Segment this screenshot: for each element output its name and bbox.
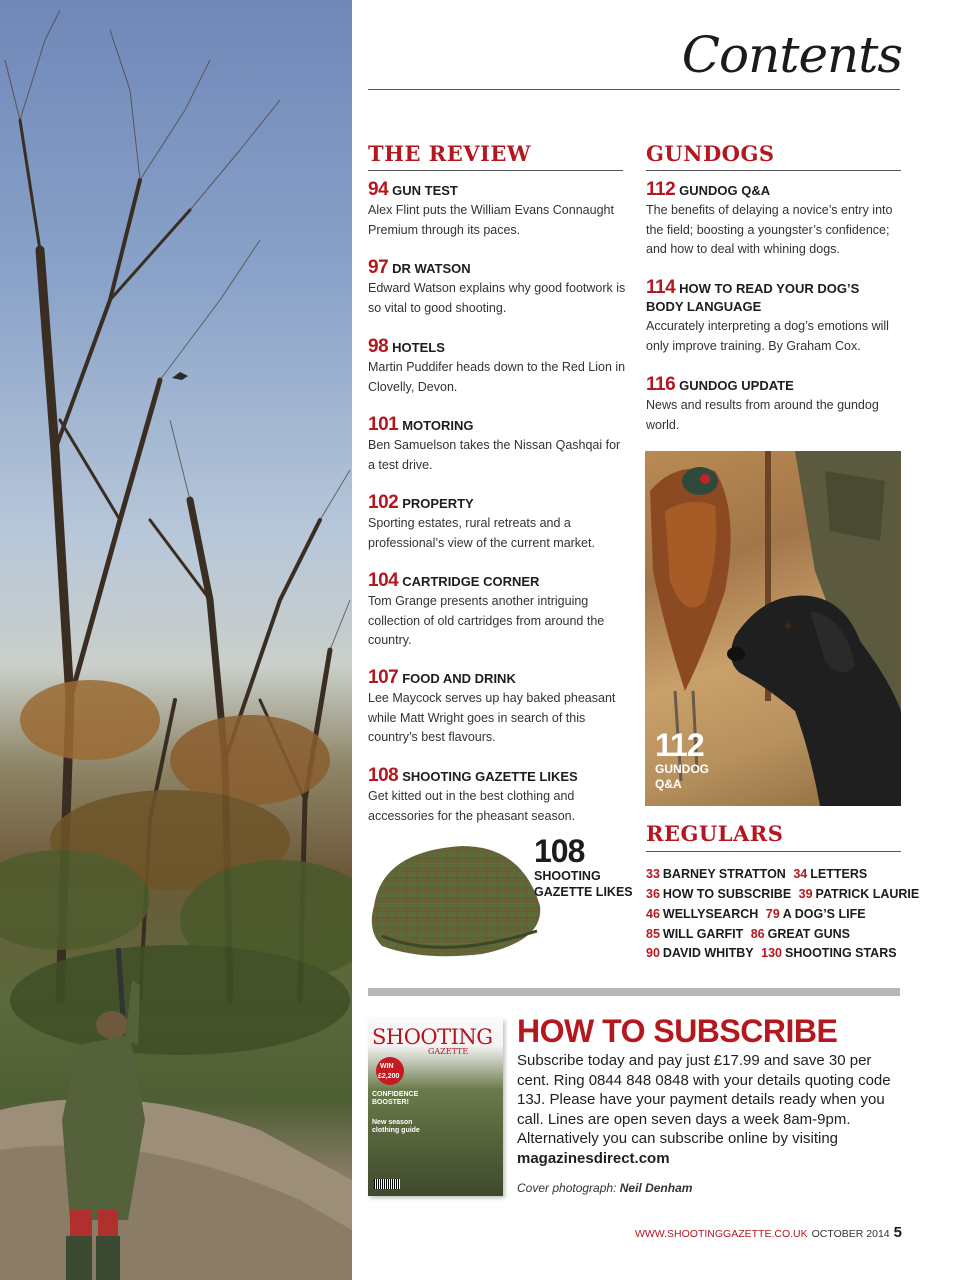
section-divider-bar — [368, 988, 900, 996]
subscribe-body — [517, 1051, 902, 1168]
page-number: 108 — [368, 765, 399, 786]
gundogs-heading: GUNDOGS — [646, 141, 775, 166]
page-number: 101 — [368, 414, 399, 435]
footer-issue: OCTOBER 2014 — [811, 1228, 890, 1240]
regular-item[interactable] — [766, 907, 866, 921]
subscribe-link[interactable]: magazinesdirect.com — [517, 1149, 670, 1167]
review-heading: THE REVIEW — [368, 141, 531, 166]
gundogs-divider — [646, 170, 901, 171]
regular-item[interactable] — [751, 927, 850, 941]
page-number: 90 — [646, 946, 660, 960]
entry-description: The benefits of delaying a novice’s entry into the field; boosting a youngster’s confidence; and how to deal with whining dogs. — [646, 203, 893, 256]
entry-description: Edward Watson explains why good footwork is so vital to good shooting. — [368, 281, 626, 315]
entry-title: DR WATSON — [392, 261, 471, 276]
regular-item[interactable] — [646, 867, 786, 881]
cap-caption-line1: SHOOTING — [534, 869, 601, 883]
hero-photo-illustration — [0, 0, 352, 1280]
gundogs-entry-body-language[interactable] — [646, 279, 902, 356]
review-entry-motoring[interactable] — [368, 416, 630, 475]
regular-item[interactable] — [761, 946, 896, 960]
regular-item[interactable] — [793, 867, 867, 881]
entry-title: GUNDOG Q&A — [679, 183, 771, 198]
page-number: 86 — [750, 927, 765, 941]
cap-caption — [534, 834, 633, 900]
review-entry-gun-test[interactable] — [368, 181, 630, 240]
cover-win-text: WIN — [380, 1063, 394, 1070]
regulars-row — [646, 887, 919, 901]
gundogs-entry-qa[interactable] — [646, 181, 902, 260]
cover-win-amount: £2,200 — [378, 1073, 400, 1080]
review-divider — [368, 170, 623, 171]
page-number: 112 — [646, 179, 676, 200]
page-number: 102 — [368, 492, 399, 513]
dog-page-number: 112 — [655, 727, 704, 763]
magazine-cover[interactable] — [368, 1019, 503, 1196]
page-number: 33 — [646, 867, 660, 881]
subscribe-text: Subscribe today and pay just £17.99 and save 30 per cent. Ring 0844 848 0848 with your details quoting code 13J. Please have your payment details ready when you call. Lines are open seven days a week 8am-9pm. Alternatively you can subscribe online by visiting — [517, 1052, 891, 1147]
page-number: 94 — [368, 179, 389, 200]
hero-photo-shooter — [0, 0, 352, 1280]
entry-title: HOW TO READ YOUR DOG’S — [679, 281, 860, 296]
review-entry-cartridge-corner[interactable] — [368, 572, 630, 651]
page-number: 85 — [646, 927, 660, 941]
entry-title: GUNDOG UPDATE — [679, 378, 794, 393]
page-footer — [635, 1224, 902, 1241]
gundogs-entry-update[interactable] — [646, 376, 902, 435]
review-entry-hotels[interactable] — [368, 338, 630, 397]
page-number: 36 — [646, 887, 660, 901]
entry-title: GUN TEST — [392, 183, 458, 198]
regulars-row — [646, 946, 897, 960]
entry-title: SHOOTING GAZETTE LIKES — [402, 769, 578, 784]
regular-title: A DOG’S LIFE — [782, 907, 866, 921]
regulars-heading: REGULARS — [646, 821, 784, 846]
regulars-row — [646, 867, 867, 881]
regular-title: DAVID WHITBY — [662, 946, 754, 960]
regular-title: WELLYSEARCH — [662, 907, 759, 921]
regular-item[interactable] — [646, 887, 791, 901]
credit-label: Cover photograph: — [517, 1181, 617, 1195]
entry-description: Sporting estates, rural retreats and a professional’s view of the current market. — [368, 516, 595, 550]
regular-title: SHOOTING STARS — [785, 946, 897, 960]
page-number: 114 — [646, 277, 676, 298]
entry-description: News and results from around the gundog world. — [646, 398, 879, 432]
entry-title: CARTRIDGE CORNER — [402, 574, 540, 589]
entry-description: Martin Puddifer heads down to the Red Lion in Clovelly, Devon. — [368, 360, 626, 394]
footer-page-number: 5 — [893, 1224, 902, 1241]
entry-title: PROPERTY — [402, 496, 474, 511]
regular-item[interactable] — [646, 907, 758, 921]
page-number: 116 — [646, 374, 676, 395]
regular-title: PATRICK LAURIE — [815, 887, 920, 901]
entry-title: FOOD AND DRINK — [402, 671, 516, 686]
credit-name: Neil Denham — [619, 1181, 693, 1195]
review-entry-food-and-drink[interactable] — [368, 669, 630, 748]
contents-title: Contents — [681, 26, 902, 84]
entry-title: MOTORING — [402, 418, 474, 433]
entry-title-line2: BODY LANGUAGE — [646, 299, 762, 314]
entry-description: Alex Flint puts the William Evans Connaught Premium through its paces. — [368, 203, 614, 237]
regular-title: WILL GARFIT — [662, 927, 744, 941]
regulars-row — [646, 927, 850, 941]
header-divider — [368, 89, 900, 90]
regulars-row — [646, 907, 866, 921]
page-number: 79 — [765, 907, 780, 921]
regular-item[interactable] — [646, 946, 754, 960]
flat-cap-photo — [362, 836, 548, 966]
entry-description: Get kitted out in the best clothing and accessories for the pheasant season. — [368, 789, 576, 823]
cover-headline-2: BOOSTER! — [372, 1099, 409, 1106]
regular-title: HOW TO SUBSCRIBE — [662, 887, 792, 901]
subscribe-heading: HOW TO SUBSCRIBE — [517, 1013, 838, 1049]
review-entry-dr-watson[interactable] — [368, 259, 630, 318]
entry-title: HOTELS — [392, 340, 445, 355]
cover-headline-4: clothing guide — [372, 1127, 420, 1134]
entry-description: Ben Samuelson takes the Nissan Qashqai for a test drive. — [368, 438, 621, 472]
cover-masthead: SHOOTING — [372, 1025, 493, 1049]
page-number: 107 — [368, 667, 399, 688]
cover-headline-1: CONFIDENCE — [372, 1091, 419, 1098]
gundog-photo-caption — [655, 728, 709, 792]
regular-title: LETTERS — [810, 867, 868, 881]
regular-item[interactable] — [646, 927, 743, 941]
regular-title: GREAT GUNS — [767, 927, 851, 941]
entry-description: Lee Maycock serves up hay baked pheasant while Matt Wright goes in search of this country’s best flavours. — [368, 691, 616, 744]
cover-credit — [517, 1181, 692, 1195]
cap-page-number: 108 — [534, 833, 585, 869]
entry-description: Accurately interpreting a dog’s emotions will only improve training. By Graham Cox. — [646, 319, 889, 353]
page-number: 98 — [368, 336, 389, 357]
page-number: 130 — [761, 946, 782, 960]
entry-description: Tom Grange presents another intriguing collection of old cartridges from around the country. — [368, 594, 605, 647]
page-number: 97 — [368, 257, 389, 278]
barcode-icon — [374, 1179, 400, 1189]
footer-url[interactable]: WWW.SHOOTINGGAZETTE.CO.UK — [634, 1228, 808, 1240]
cover-headline-3: New season — [372, 1119, 413, 1126]
dog-caption-line1: GUNDOG — [655, 762, 709, 776]
page-number: 104 — [368, 570, 399, 591]
regular-title: BARNEY STRATTON — [662, 867, 786, 881]
regulars-divider — [646, 851, 901, 852]
page-number: 46 — [646, 907, 660, 921]
review-entry-property[interactable] — [368, 494, 630, 553]
cover-masthead-sub: GAZETTE — [428, 1047, 469, 1056]
dog-caption-line2: Q&A — [655, 777, 682, 791]
cap-caption-line2: GAZETTE LIKES — [534, 885, 633, 899]
page-number: 34 — [793, 867, 808, 881]
review-entry-shooting-gazette-likes[interactable] — [368, 767, 630, 826]
regular-item[interactable] — [799, 887, 920, 901]
page-number: 39 — [798, 887, 813, 901]
